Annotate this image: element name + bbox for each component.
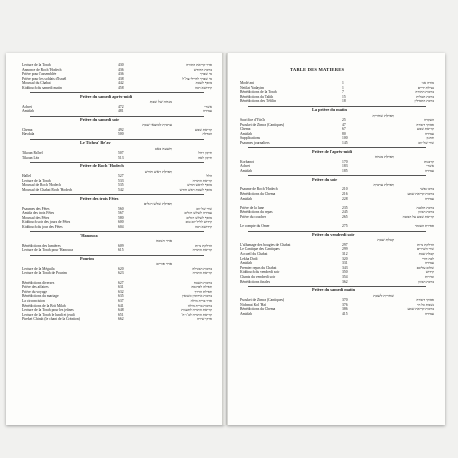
section-divider	[30, 255, 204, 256]
entry-title-fr: Prière du coucher	[240, 214, 267, 219]
toc-section	[22, 207, 212, 230]
entry-page-number: 492	[118, 127, 124, 132]
toc-entry	[22, 225, 212, 230]
entry-title-he: קידוש לליל יום טוב	[185, 220, 212, 225]
entry-title-fr: Lecture de la Torah le lundi et jeudi	[22, 312, 75, 317]
entry-page-number: 641	[118, 303, 124, 308]
toc-entry	[22, 317, 212, 322]
entry-page-number: 513	[118, 155, 124, 160]
entry-page-number: 481	[118, 109, 124, 114]
toc-entry	[22, 248, 212, 253]
entry-page-number: 527	[118, 174, 124, 179]
toc-entry	[240, 141, 434, 146]
entry-title-fr: Lecture de la Torah	[22, 178, 51, 183]
entry-page-number: 560	[118, 206, 124, 211]
entry-title-fr: Kiddouch du jour des Fêtes	[22, 224, 63, 229]
entry-title-he: קידוש	[425, 270, 434, 275]
toc-entry	[22, 86, 212, 91]
entry-title-fr: Prière des affaires	[22, 285, 49, 290]
entry-title-fr: La circoncision	[22, 298, 45, 303]
entry-title-he: עמידה	[424, 196, 434, 201]
entry-page-number: 637	[118, 298, 124, 303]
entry-title-fr: Amidah	[240, 261, 252, 266]
toc-entry	[240, 312, 434, 317]
entry-page-number: 18	[342, 99, 346, 104]
entry-title-he: ברכות קריאת שמע	[407, 191, 434, 196]
toc-entry	[240, 169, 434, 174]
entry-page-number: 183	[342, 164, 348, 169]
entry-title-he: פרקי שירה	[196, 317, 212, 322]
entry-title-he: תפילה לפרנסה	[191, 285, 212, 290]
entry-page-number: 436	[118, 67, 124, 72]
entry-page-number: 620	[118, 266, 124, 271]
entry-title-he: מוסף לשבת	[195, 81, 212, 86]
section-heading: Prière du samedi soir	[80, 117, 120, 122]
section-heading-he: ערבית למוצאי שבת	[142, 122, 172, 128]
entry-page-number: 354	[342, 274, 348, 279]
entry-title-he: הלל	[206, 174, 212, 179]
section-heading: Prière du samedi matin	[312, 287, 356, 293]
entry-title-he: מי שברך לחיילי צה"ל	[182, 76, 212, 81]
entry-page-number: 609	[118, 243, 124, 248]
entry-title-he: הדלקת נרות	[417, 242, 434, 247]
entry-page-number: 145	[342, 140, 348, 145]
entry-title-he: ברכות ברית מילה	[187, 303, 212, 308]
left-page	[6, 53, 224, 425]
entry-page-number: 623	[118, 271, 124, 276]
entry-title-fr: Amidah	[240, 131, 252, 136]
entry-title-fr: Bénédictions du Chema	[240, 191, 276, 196]
entry-title-he: אשרי	[204, 104, 212, 109]
section-heading: La prière du matin	[312, 107, 347, 113]
entry-page-number: 567	[118, 211, 124, 216]
entry-title-fr: Moussaf de Roch 'Hodech	[22, 183, 61, 188]
section-heading-he: סדר פורים	[156, 261, 172, 267]
entry-page-number: 185	[342, 168, 348, 173]
entry-title-he: הדלקת נרות	[195, 243, 212, 248]
entry-title-he: סדר קריאת התורה	[186, 63, 212, 67]
entry-title-he: עמידה	[424, 131, 434, 136]
entry-page-number: 47	[342, 122, 346, 127]
entry-title-he: קריאת שמע	[416, 127, 434, 132]
entry-title-he: קידושא רבה	[194, 224, 212, 229]
section-heading: Prière de l'après-midi	[312, 148, 353, 154]
entry-title-he: קבלת שבת	[418, 251, 434, 256]
toc-section	[240, 160, 434, 174]
entry-title-he: סדר ברית מילה	[190, 298, 212, 303]
toc-section	[240, 118, 434, 146]
entry-title-fr: Chema	[240, 127, 251, 132]
entry-page-number: 615	[118, 248, 124, 253]
section-heading: Prière de Roch 'Hodech	[80, 163, 124, 169]
entry-page-number: 580	[118, 215, 124, 220]
entry-title-fr: Moussaf des Fêtes	[22, 215, 50, 220]
entry-title-he: ברכות השבח	[193, 280, 212, 285]
entry-title-he: פסוקי דזמרה	[416, 298, 434, 303]
entry-title-he: קריאת שמע על המטה	[402, 214, 434, 219]
entry-page-number: 7	[342, 90, 344, 95]
entry-title-he: תחנון	[426, 136, 434, 141]
entry-title-he: תיקון רחל	[198, 151, 212, 155]
entry-title-fr: Kiddouch soir des jours de Fêtes	[22, 220, 71, 225]
entry-title-he: ברכות אירוסין ונשואין	[181, 294, 212, 299]
entry-title-fr: Bénédictions du mariage	[22, 294, 59, 299]
page-title: TABLE DES MATIERES	[290, 67, 345, 72]
entry-page-number: 312	[342, 251, 348, 256]
entry-page-number: 472	[118, 104, 124, 109]
toc-entry	[240, 99, 434, 104]
section-heading-he: תפילת ערבית	[373, 182, 394, 187]
entry-page-number: 320	[342, 256, 348, 261]
toc-section	[240, 298, 434, 316]
toc-intro-block	[240, 81, 434, 104]
entry-title-fr: Lecture de la Torah de Pourim	[22, 271, 67, 276]
entry-title-fr: Le Cantique des Cantiques	[240, 247, 280, 252]
entry-page-number: 67	[342, 127, 346, 132]
entry-page-number: 648	[118, 308, 124, 313]
entry-title-fr: Lecture de la Méguila	[22, 266, 55, 271]
toc-section	[240, 187, 434, 228]
entry-title-he: הבדלה	[202, 132, 212, 137]
entry-page-number: 210	[342, 187, 348, 192]
entry-title-fr: Psaumes des Fêtes	[22, 206, 50, 211]
entry-title-he: עמידה	[202, 109, 212, 114]
section-heading: Prière des trois Fêtes	[80, 195, 119, 201]
entry-page-number: 299	[342, 247, 348, 252]
entry-title-fr: Korbanot	[240, 159, 254, 164]
toc-section	[22, 244, 212, 253]
entry-page-number: 651	[118, 312, 124, 317]
toc-intro-block	[22, 63, 212, 91]
toc-entry	[22, 132, 212, 137]
entry-page-number: 415	[342, 311, 348, 316]
entry-page-number: 632	[118, 289, 124, 294]
entry-title-he: זמירות	[424, 274, 434, 279]
entry-title-fr: Nichmat Kol 'Haï	[240, 302, 267, 307]
entry-title-fr: Amidah	[240, 311, 252, 316]
entry-title-fr: Tikoun Ra'hel	[22, 151, 43, 155]
entry-page-number: 275	[342, 224, 348, 229]
entry-page-number: 430	[118, 63, 124, 67]
entry-title-he: נטילת ידיים	[417, 85, 434, 90]
entry-page-number: 362	[342, 279, 348, 284]
entry-title-fr: Moussaf du Chabat	[22, 81, 51, 86]
entry-page-number: 458	[118, 85, 124, 90]
toc-section	[22, 267, 212, 322]
entry-title-he: עמידה לשלש רגלים	[184, 211, 212, 216]
section-heading: Pourim	[80, 256, 94, 261]
entry-title-he: עמידה	[424, 261, 434, 266]
section-heading: Prière du samedi après-midi	[80, 93, 133, 99]
section-heading: 'Hanouca	[80, 232, 98, 238]
section-heading-he: תפילת ראש חודש	[144, 168, 172, 174]
entry-title-he: עמידה	[424, 311, 434, 316]
entry-title-fr: Kiddouch du samedi matin	[22, 85, 62, 90]
entry-title-fr: Amidah	[22, 109, 34, 114]
entry-page-number: 535	[118, 183, 124, 188]
toc-section	[22, 151, 212, 160]
entry-title-fr: Chema	[22, 127, 33, 132]
entry-title-he: מוסף לשבת ראש חודש	[179, 187, 212, 192]
entry-title-fr: Prière pour l'assemblée	[22, 72, 57, 77]
entry-title-he: ברכת המזון	[418, 279, 434, 284]
entry-title-he: קריאת התורה	[192, 248, 212, 253]
entry-title-fr: Chants du vendredi soir	[240, 274, 276, 279]
section-heading-he: תשעה באב	[154, 145, 172, 151]
entry-title-fr: Lecture de la Torah pour les jeûnes	[22, 308, 74, 313]
entry-page-number: 100	[342, 136, 348, 141]
entry-page-number: 436	[118, 72, 124, 77]
entry-title-fr: Bénédictions diverses	[22, 280, 55, 285]
toc-section	[22, 174, 212, 192]
entry-title-he: מוסף לראש חודש	[187, 183, 212, 188]
entry-page-number: 245	[342, 210, 348, 215]
entry-title-he: קריאת שמע	[194, 127, 212, 132]
toc-section	[240, 243, 434, 284]
entry-page-number: 533	[118, 178, 124, 183]
entry-title-fr: Achrei	[240, 164, 251, 169]
entry-title-fr: L'allumage des bougies de Chabat	[240, 242, 291, 247]
entry-title-he: ברכות המגילה	[192, 266, 212, 271]
entry-title-fr: Bénédictions des Téfilin	[240, 99, 276, 104]
entry-page-number: 80	[342, 131, 346, 136]
entry-page-number: 265	[342, 214, 348, 219]
entry-title-he: קריאת התורה לב' ו-ה'	[181, 312, 212, 317]
entry-page-number: 604	[118, 224, 124, 229]
entry-title-fr: Kiddouch du vendredi soir	[240, 270, 280, 275]
entry-page-number: 376	[342, 302, 348, 307]
entry-page-number: 438	[118, 76, 124, 81]
entry-page-number: 600	[118, 220, 124, 225]
entry-page-number: 350	[342, 270, 348, 275]
entry-title-he: שיר השירים	[416, 247, 434, 252]
section-heading: Le Tichea' Be'av	[80, 140, 111, 146]
entry-page-number: 386	[342, 307, 348, 312]
entry-title-fr: Premier repas du Chabat	[240, 265, 277, 270]
entry-title-fr: Bénédictions du Chema	[240, 307, 276, 312]
entry-page-number: 228	[342, 196, 348, 201]
section-heading-he: סדר חנוכה	[155, 238, 172, 244]
entry-page-number: 370	[342, 298, 348, 303]
entry-title-fr: Lecture de la Torah	[22, 63, 51, 67]
entry-title-fr: Pirekei Chirah (le chant de la Création)	[22, 317, 80, 322]
entry-title-he: העקדה	[423, 118, 434, 122]
entry-title-he: מוסף לשלש רגלים	[186, 215, 212, 220]
entry-title-fr: Netilat Yadayim	[240, 85, 264, 90]
entry-page-number: 442	[118, 81, 124, 86]
entry-title-he: ברכת הלבנה	[416, 205, 434, 210]
entry-title-fr: Le compte du Omer	[240, 224, 270, 229]
entry-title-fr: Moussaf de Chabat Roch 'Hodech	[22, 187, 73, 192]
section-heading: Prière du vendredi soir	[312, 232, 355, 237]
entry-title-fr: Havdala	[22, 132, 35, 137]
section-heading-he: תפילת מנחה	[374, 154, 394, 160]
toc-entry	[22, 156, 212, 161]
section-heading-he: שחרית לשבת	[373, 292, 394, 298]
entry-title-fr: Prière pour les soldats d'Israël	[22, 76, 67, 81]
entry-title-he: ספירת העומר	[414, 224, 434, 229]
entry-title-he: מי שברך	[199, 72, 212, 77]
entry-title-he: קריאת התורה	[192, 271, 212, 276]
section-heading-he: תפילת שלש רגלים	[143, 201, 172, 207]
entry-title-fr: Amidah	[240, 196, 252, 201]
entry-title-fr: Psoukei de Zimra (Cantiques)	[240, 122, 285, 127]
right-page	[227, 53, 445, 425]
entry-title-fr: Tikoun Léa	[22, 155, 39, 160]
entry-title-he: ברכות קריאת שמע	[407, 307, 434, 312]
entry-page-number: 1	[342, 81, 344, 85]
entry-title-fr: Accueil du Chabat	[240, 251, 268, 256]
entry-title-he: ברכו נפשי	[420, 187, 434, 192]
entry-title-he: ברכת החודש	[193, 67, 212, 72]
entry-title-he: ברכות התורה	[415, 90, 434, 95]
entry-title-fr: Lecture de la Torah pour 'Hanouca	[22, 248, 74, 253]
entry-page-number: 15	[342, 94, 346, 99]
entry-title-he: שלום עליכם	[416, 265, 434, 270]
section-heading: Prière du soir	[312, 176, 338, 182]
entry-title-fr: Amida des trois Fêtes	[22, 211, 55, 216]
entry-title-he: פסוקי דזמרה	[416, 122, 434, 127]
toc-entry	[240, 280, 434, 285]
toc-section	[22, 128, 212, 137]
entry-title-fr: Psoukei de Zimra (Cantiques)	[240, 298, 285, 303]
entry-title-fr: Achrei	[22, 104, 33, 109]
section-heading-he: תפילת שחרית	[372, 112, 394, 118]
entry-title-he: נשמת כל חי	[417, 302, 434, 307]
entry-title-he: ברכת המזון	[418, 210, 434, 215]
entry-title-he: עמידה	[424, 168, 434, 173]
entry-page-number: 1	[342, 85, 344, 90]
entry-title-he: קידושא רבה	[194, 85, 212, 90]
entry-title-he: שיר של יום	[418, 140, 434, 145]
entry-title-fr: Bénédictions de la Brit Milah	[22, 303, 66, 308]
entry-title-he: לכה דודי	[421, 256, 434, 261]
entry-page-number: 297	[342, 242, 348, 247]
entry-title-fr: Modé ani	[240, 81, 255, 85]
entry-title-he: תפילת הדרך	[194, 289, 212, 294]
section-divider	[30, 231, 204, 232]
entry-title-he: אשרי	[426, 164, 434, 169]
entry-page-number: 235	[342, 205, 348, 210]
entry-page-number: 25	[342, 118, 346, 122]
entry-title-fr: Sacrifice d'Yits'h	[240, 118, 265, 122]
section-divider	[30, 139, 204, 140]
entry-page-number: 542	[118, 187, 124, 192]
entry-title-fr: Prière du voyage	[22, 289, 47, 294]
entry-title-fr: Supplications	[240, 136, 261, 141]
entry-page-number: 635	[118, 294, 124, 299]
entry-title-fr: Bénédictions de la Torah	[240, 90, 277, 95]
entry-page-number: 170	[342, 159, 348, 164]
entry-title-fr: Prière de la lune	[240, 205, 265, 210]
entry-page-number: 331	[342, 261, 348, 266]
entry-title-fr: Bénédictions des lumières	[22, 243, 61, 248]
entry-title-he: תיקון לאה	[197, 155, 212, 160]
entry-page-number: 507	[118, 151, 124, 155]
entry-title-he: מודה אני	[421, 81, 434, 85]
toc-section	[22, 105, 212, 114]
entry-title-he: קריאת התורה לתענית	[181, 308, 212, 313]
entry-title-he: קרבנות	[424, 159, 434, 164]
entry-page-number: 500	[118, 132, 124, 137]
entry-page-number: 662	[118, 317, 124, 322]
toc-entry	[22, 188, 212, 193]
entry-title-he: שיר של יום	[196, 206, 212, 211]
entry-title-he: ברכת התפילין	[414, 99, 434, 104]
section-heading-he: קבלת שבת	[377, 237, 394, 243]
entry-title-fr: Psaume de Roch 'Hodech	[240, 187, 278, 192]
toc-entry	[22, 109, 212, 114]
entry-page-number: 216	[342, 191, 348, 196]
toc-entry	[240, 224, 434, 229]
entry-title-fr: Lekha Dodi	[240, 256, 258, 261]
entry-title-fr: Psaumes journaliers	[240, 140, 270, 145]
entry-title-fr: Hallel	[22, 174, 32, 179]
entry-page-number: 627	[118, 280, 124, 285]
entry-title-he: ברכת הטלית	[416, 94, 434, 99]
entry-title-fr: Amidah	[240, 168, 252, 173]
entry-title-fr: Bénédictions du Talith	[240, 94, 274, 99]
entry-title-fr: Bénédictions du repas	[240, 210, 273, 215]
entry-title-fr: Bénédictions finales	[240, 279, 271, 284]
section-heading-he: מנחה של שבת	[149, 99, 172, 105]
entry-page-number: 631	[118, 285, 124, 290]
entry-title-fr: Annonce de Roch 'Hodech	[22, 67, 62, 72]
entry-title-he: קריאת התורה	[192, 178, 212, 183]
entry-page-number: 343	[342, 265, 348, 270]
